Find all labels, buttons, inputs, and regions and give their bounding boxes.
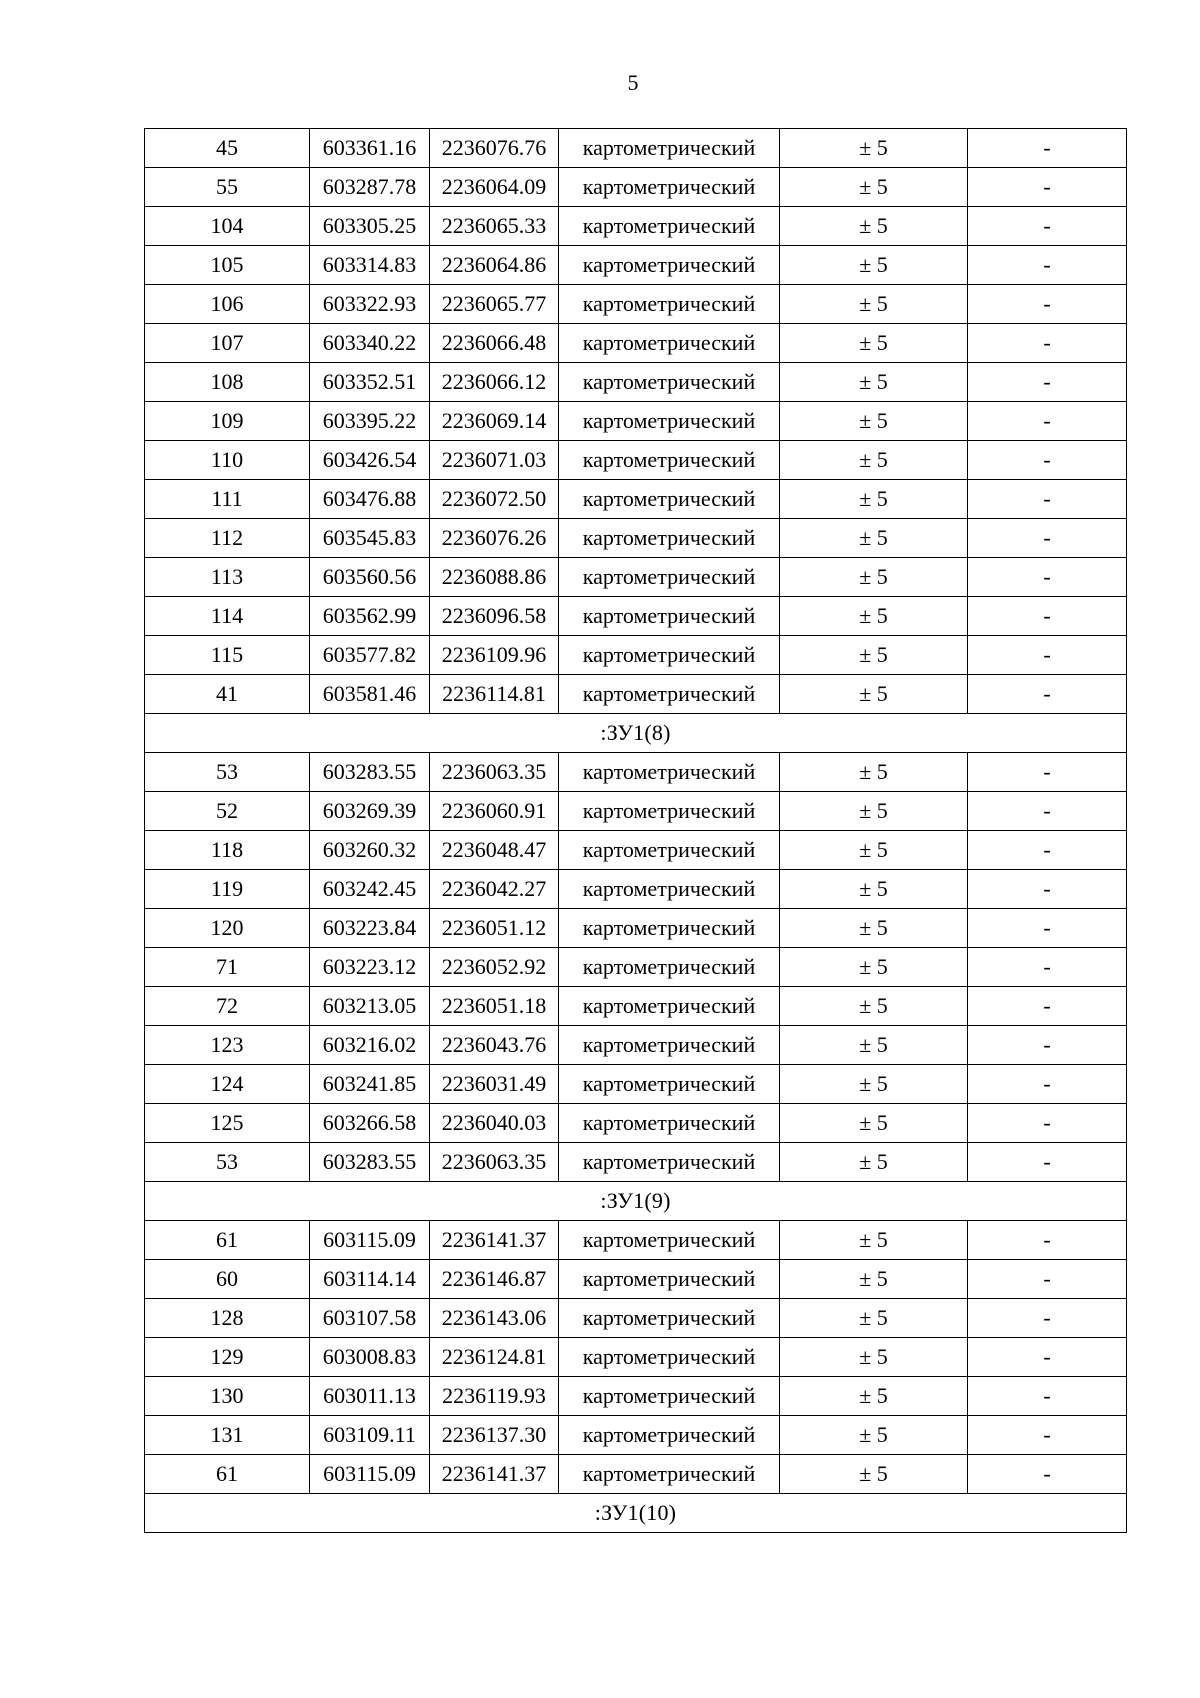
- accuracy-cell: ± 5: [780, 207, 968, 246]
- accuracy-cell: ± 5: [780, 792, 968, 831]
- method-cell: картометрический: [559, 1299, 780, 1338]
- y-coordinate-cell: 2236088.86: [430, 558, 559, 597]
- accuracy-cell: ± 5: [780, 363, 968, 402]
- accuracy-cell: ± 5: [780, 285, 968, 324]
- point-number-cell: 110: [145, 441, 310, 480]
- y-coordinate-cell: 2236060.91: [430, 792, 559, 831]
- method-cell: картометрический: [559, 597, 780, 636]
- accuracy-cell: ± 5: [780, 1026, 968, 1065]
- table-row: [145, 285, 1127, 324]
- y-coordinate-cell: 2236071.03: [430, 441, 559, 480]
- point-number-cell: 109: [145, 402, 310, 441]
- x-coordinate-cell: 603395.22: [310, 402, 430, 441]
- x-coordinate-cell: 603361.16: [310, 129, 430, 168]
- x-coordinate-cell: 603269.39: [310, 792, 430, 831]
- x-coordinate-cell: 603287.78: [310, 168, 430, 207]
- method-cell: картометрический: [559, 753, 780, 792]
- x-coordinate-cell: 603115.09: [310, 1221, 430, 1260]
- point-number-cell: 61: [145, 1221, 310, 1260]
- point-number-cell: 112: [145, 519, 310, 558]
- method-cell: картометрический: [559, 870, 780, 909]
- table-row: [145, 207, 1127, 246]
- accuracy-cell: ± 5: [780, 1104, 968, 1143]
- table-row: [145, 909, 1127, 948]
- coordinates-table-body: [145, 129, 1127, 1533]
- x-coordinate-cell: 603223.84: [310, 909, 430, 948]
- x-coordinate-cell: 603115.09: [310, 1455, 430, 1494]
- table-row: [145, 597, 1127, 636]
- accuracy-cell: ± 5: [780, 675, 968, 714]
- method-cell: картометрический: [559, 1416, 780, 1455]
- y-coordinate-cell: 2236076.76: [430, 129, 559, 168]
- point-number-cell: 107: [145, 324, 310, 363]
- point-number-cell: 119: [145, 870, 310, 909]
- point-number-cell: 124: [145, 1065, 310, 1104]
- method-cell: картометрический: [559, 1026, 780, 1065]
- point-number-cell: 125: [145, 1104, 310, 1143]
- method-cell: картометрический: [559, 675, 780, 714]
- table-row: [145, 246, 1127, 285]
- x-coordinate-cell: 603223.12: [310, 948, 430, 987]
- y-coordinate-cell: 2236048.47: [430, 831, 559, 870]
- point-number-cell: 108: [145, 363, 310, 402]
- x-coordinate-cell: 603340.22: [310, 324, 430, 363]
- x-coordinate-cell: 603545.83: [310, 519, 430, 558]
- point-number-cell: 53: [145, 753, 310, 792]
- x-coordinate-cell: 603426.54: [310, 441, 430, 480]
- x-coordinate-cell: 603562.99: [310, 597, 430, 636]
- accuracy-cell: ± 5: [780, 558, 968, 597]
- x-coordinate-cell: 603266.58: [310, 1104, 430, 1143]
- section-row: [145, 714, 1127, 753]
- y-coordinate-cell: 2236119.93: [430, 1377, 559, 1416]
- table-row: [145, 324, 1127, 363]
- note-cell: -: [968, 1377, 1127, 1416]
- table-row: [145, 558, 1127, 597]
- table-row: [145, 402, 1127, 441]
- y-coordinate-cell: 2236064.09: [430, 168, 559, 207]
- accuracy-cell: ± 5: [780, 870, 968, 909]
- x-coordinate-cell: 603011.13: [310, 1377, 430, 1416]
- note-cell: -: [968, 246, 1127, 285]
- x-coordinate-cell: 603322.93: [310, 285, 430, 324]
- y-coordinate-cell: 2236066.12: [430, 363, 559, 402]
- y-coordinate-cell: 2236051.18: [430, 987, 559, 1026]
- note-cell: -: [968, 597, 1127, 636]
- point-number-cell: 53: [145, 1143, 310, 1182]
- section-label: :ЗУ1(8): [145, 714, 1127, 753]
- accuracy-cell: ± 5: [780, 1260, 968, 1299]
- table-row: [145, 519, 1127, 558]
- table-row: [145, 948, 1127, 987]
- method-cell: картометрический: [559, 1338, 780, 1377]
- table-row: [145, 753, 1127, 792]
- note-cell: -: [968, 792, 1127, 831]
- method-cell: картометрический: [559, 519, 780, 558]
- x-coordinate-cell: 603008.83: [310, 1338, 430, 1377]
- note-cell: -: [968, 1065, 1127, 1104]
- x-coordinate-cell: 603283.55: [310, 1143, 430, 1182]
- method-cell: картометрический: [559, 558, 780, 597]
- note-cell: -: [968, 870, 1127, 909]
- table-row: [145, 1065, 1127, 1104]
- point-number-cell: 129: [145, 1338, 310, 1377]
- method-cell: картометрический: [559, 1143, 780, 1182]
- note-cell: -: [968, 1416, 1127, 1455]
- note-cell: -: [968, 1143, 1127, 1182]
- y-coordinate-cell: 2236124.81: [430, 1338, 559, 1377]
- method-cell: картометрический: [559, 792, 780, 831]
- table-row: [145, 441, 1127, 480]
- accuracy-cell: ± 5: [780, 597, 968, 636]
- accuracy-cell: ± 5: [780, 1338, 968, 1377]
- accuracy-cell: ± 5: [780, 246, 968, 285]
- point-number-cell: 71: [145, 948, 310, 987]
- x-coordinate-cell: 603283.55: [310, 753, 430, 792]
- x-coordinate-cell: 603560.56: [310, 558, 430, 597]
- accuracy-cell: ± 5: [780, 1299, 968, 1338]
- point-number-cell: 104: [145, 207, 310, 246]
- x-coordinate-cell: 603109.11: [310, 1416, 430, 1455]
- table-row: [145, 675, 1127, 714]
- y-coordinate-cell: 2236143.06: [430, 1299, 559, 1338]
- y-coordinate-cell: 2236063.35: [430, 753, 559, 792]
- y-coordinate-cell: 2236141.37: [430, 1221, 559, 1260]
- x-coordinate-cell: 603476.88: [310, 480, 430, 519]
- note-cell: -: [968, 558, 1127, 597]
- coordinates-table: [144, 128, 1127, 1533]
- accuracy-cell: ± 5: [780, 987, 968, 1026]
- x-coordinate-cell: 603314.83: [310, 246, 430, 285]
- x-coordinate-cell: 603260.32: [310, 831, 430, 870]
- method-cell: картометрический: [559, 246, 780, 285]
- point-number-cell: 120: [145, 909, 310, 948]
- method-cell: картометрический: [559, 402, 780, 441]
- table-row: [145, 870, 1127, 909]
- accuracy-cell: ± 5: [780, 909, 968, 948]
- point-number-cell: 131: [145, 1416, 310, 1455]
- table-row: [145, 1455, 1127, 1494]
- note-cell: -: [968, 363, 1127, 402]
- point-number-cell: 60: [145, 1260, 310, 1299]
- table-row: [145, 987, 1127, 1026]
- point-number-cell: 130: [145, 1377, 310, 1416]
- method-cell: картометрический: [559, 363, 780, 402]
- note-cell: -: [968, 324, 1127, 363]
- method-cell: картометрический: [559, 1221, 780, 1260]
- accuracy-cell: ± 5: [780, 831, 968, 870]
- accuracy-cell: ± 5: [780, 753, 968, 792]
- note-cell: -: [968, 1455, 1127, 1494]
- method-cell: картометрический: [559, 1377, 780, 1416]
- method-cell: картометрический: [559, 1260, 780, 1299]
- y-coordinate-cell: 2236109.96: [430, 636, 559, 675]
- table-row: [145, 636, 1127, 675]
- point-number-cell: 111: [145, 480, 310, 519]
- y-coordinate-cell: 2236065.33: [430, 207, 559, 246]
- y-coordinate-cell: 2236137.30: [430, 1416, 559, 1455]
- x-coordinate-cell: 603107.58: [310, 1299, 430, 1338]
- accuracy-cell: ± 5: [780, 1221, 968, 1260]
- accuracy-cell: ± 5: [780, 402, 968, 441]
- table-row: [145, 1104, 1127, 1143]
- accuracy-cell: ± 5: [780, 1143, 968, 1182]
- note-cell: -: [968, 402, 1127, 441]
- method-cell: картометрический: [559, 207, 780, 246]
- y-coordinate-cell: 2236096.58: [430, 597, 559, 636]
- point-number-cell: 105: [145, 246, 310, 285]
- y-coordinate-cell: 2236043.76: [430, 1026, 559, 1065]
- note-cell: -: [968, 285, 1127, 324]
- note-cell: -: [968, 753, 1127, 792]
- method-cell: картометрический: [559, 1104, 780, 1143]
- y-coordinate-cell: 2236064.86: [430, 246, 559, 285]
- accuracy-cell: ± 5: [780, 636, 968, 675]
- table-row: [145, 1260, 1127, 1299]
- note-cell: -: [968, 480, 1127, 519]
- table-row: [145, 168, 1127, 207]
- method-cell: картометрический: [559, 1455, 780, 1494]
- x-coordinate-cell: 603305.25: [310, 207, 430, 246]
- table-row: [145, 831, 1127, 870]
- y-coordinate-cell: 2236146.87: [430, 1260, 559, 1299]
- note-cell: -: [968, 441, 1127, 480]
- method-cell: картометрический: [559, 636, 780, 675]
- accuracy-cell: ± 5: [780, 948, 968, 987]
- y-coordinate-cell: 2236065.77: [430, 285, 559, 324]
- y-coordinate-cell: 2236066.48: [430, 324, 559, 363]
- note-cell: -: [968, 1299, 1127, 1338]
- y-coordinate-cell: 2236042.27: [430, 870, 559, 909]
- table-row: [145, 129, 1127, 168]
- method-cell: картометрический: [559, 324, 780, 363]
- table-row: [145, 480, 1127, 519]
- accuracy-cell: ± 5: [780, 1416, 968, 1455]
- note-cell: -: [968, 909, 1127, 948]
- note-cell: -: [968, 207, 1127, 246]
- y-coordinate-cell: 2236031.49: [430, 1065, 559, 1104]
- x-coordinate-cell: 603577.82: [310, 636, 430, 675]
- y-coordinate-cell: 2236069.14: [430, 402, 559, 441]
- accuracy-cell: ± 5: [780, 1455, 968, 1494]
- x-coordinate-cell: 603241.85: [310, 1065, 430, 1104]
- note-cell: -: [968, 1338, 1127, 1377]
- method-cell: картометрический: [559, 987, 780, 1026]
- note-cell: -: [968, 519, 1127, 558]
- table-row: [145, 1416, 1127, 1455]
- table-row: [145, 1026, 1127, 1065]
- table-row: [145, 1221, 1127, 1260]
- table-row: [145, 1377, 1127, 1416]
- y-coordinate-cell: 2236114.81: [430, 675, 559, 714]
- point-number-cell: 52: [145, 792, 310, 831]
- accuracy-cell: ± 5: [780, 519, 968, 558]
- x-coordinate-cell: 603114.14: [310, 1260, 430, 1299]
- table-row: [145, 1338, 1127, 1377]
- note-cell: -: [968, 129, 1127, 168]
- y-coordinate-cell: 2236072.50: [430, 480, 559, 519]
- method-cell: картометрический: [559, 480, 780, 519]
- method-cell: картометрический: [559, 831, 780, 870]
- method-cell: картометрический: [559, 909, 780, 948]
- note-cell: -: [968, 831, 1127, 870]
- point-number-cell: 113: [145, 558, 310, 597]
- section-row: [145, 1494, 1127, 1533]
- accuracy-cell: ± 5: [780, 441, 968, 480]
- point-number-cell: 115: [145, 636, 310, 675]
- x-coordinate-cell: 603242.45: [310, 870, 430, 909]
- note-cell: -: [968, 675, 1127, 714]
- table-row: [145, 363, 1127, 402]
- point-number-cell: 128: [145, 1299, 310, 1338]
- table-row: [145, 792, 1127, 831]
- point-number-cell: 72: [145, 987, 310, 1026]
- point-number-cell: 45: [145, 129, 310, 168]
- note-cell: -: [968, 948, 1127, 987]
- note-cell: -: [968, 987, 1127, 1026]
- point-number-cell: 41: [145, 675, 310, 714]
- section-label: :ЗУ1(10): [145, 1494, 1127, 1533]
- table-row: [145, 1299, 1127, 1338]
- point-number-cell: 106: [145, 285, 310, 324]
- method-cell: картометрический: [559, 285, 780, 324]
- section-row: [145, 1182, 1127, 1221]
- note-cell: -: [968, 1260, 1127, 1299]
- accuracy-cell: ± 5: [780, 1377, 968, 1416]
- accuracy-cell: ± 5: [780, 324, 968, 363]
- note-cell: -: [968, 1221, 1127, 1260]
- point-number-cell: 61: [145, 1455, 310, 1494]
- method-cell: картометрический: [559, 168, 780, 207]
- accuracy-cell: ± 5: [780, 480, 968, 519]
- method-cell: картометрический: [559, 129, 780, 168]
- y-coordinate-cell: 2236141.37: [430, 1455, 559, 1494]
- note-cell: -: [968, 1104, 1127, 1143]
- y-coordinate-cell: 2236051.12: [430, 909, 559, 948]
- x-coordinate-cell: 603213.05: [310, 987, 430, 1026]
- table-row: [145, 1143, 1127, 1182]
- method-cell: картометрический: [559, 441, 780, 480]
- note-cell: -: [968, 636, 1127, 675]
- page-number: 5: [627, 70, 639, 95]
- point-number-cell: 114: [145, 597, 310, 636]
- x-coordinate-cell: 603352.51: [310, 363, 430, 402]
- note-cell: -: [968, 1026, 1127, 1065]
- y-coordinate-cell: 2236063.35: [430, 1143, 559, 1182]
- y-coordinate-cell: 2236076.26: [430, 519, 559, 558]
- x-coordinate-cell: 603581.46: [310, 675, 430, 714]
- section-label: :ЗУ1(9): [145, 1182, 1127, 1221]
- point-number-cell: 55: [145, 168, 310, 207]
- x-coordinate-cell: 603216.02: [310, 1026, 430, 1065]
- note-cell: -: [968, 168, 1127, 207]
- point-number-cell: 118: [145, 831, 310, 870]
- point-number-cell: 123: [145, 1026, 310, 1065]
- accuracy-cell: ± 5: [780, 1065, 968, 1104]
- y-coordinate-cell: 2236040.03: [430, 1104, 559, 1143]
- method-cell: картометрический: [559, 1065, 780, 1104]
- method-cell: картометрический: [559, 948, 780, 987]
- accuracy-cell: ± 5: [780, 168, 968, 207]
- y-coordinate-cell: 2236052.92: [430, 948, 559, 987]
- accuracy-cell: ± 5: [780, 129, 968, 168]
